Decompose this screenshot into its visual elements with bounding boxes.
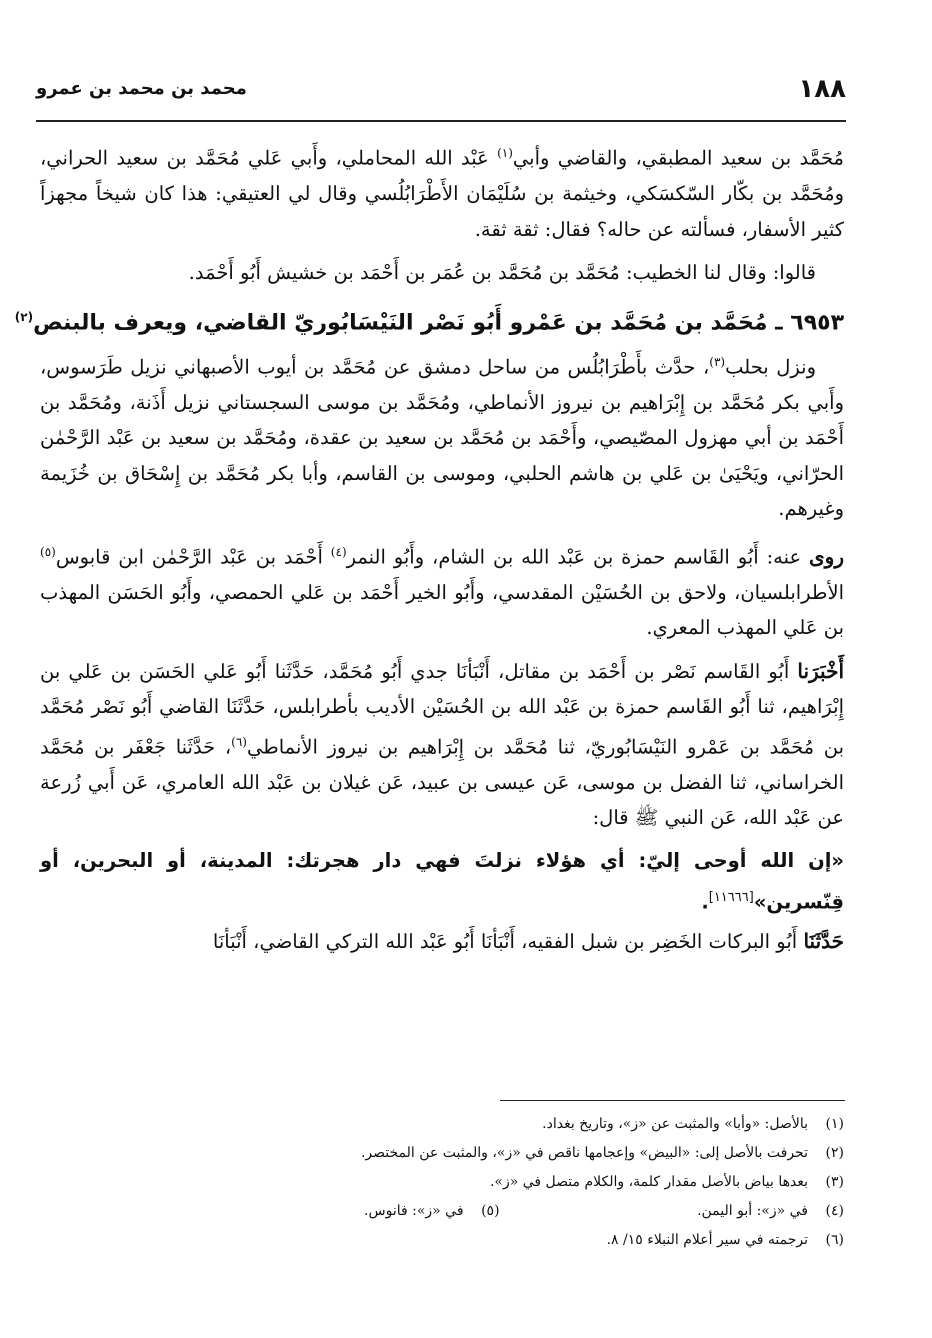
paragraph-4-text-c: الأطرابلسيان، ولاحق بن الحُسَيْن المقدسي، وأَبُو الخير أَحْمَد بن عَلي الحمصي، وأَبُو الحَسَن المهذب بن عَلي المهذب المعري.: [40, 580, 844, 640]
footnote-2-text: تحرفت بالأصل إلى: «البيض» وإعجامها ناقص في «ز»، والمثبت عن المختصر.: [360, 1145, 808, 1161]
keyword-akhbarana: أَخْبَرَنا: [797, 658, 844, 683]
keyword-haddathana: حَدَّثَنَا: [803, 929, 844, 954]
paragraph-4-text-a: عنه: أَبُو القَاسم حمزة بن عَبْد الله بن الشام، وأَبُو النمر: [346, 545, 802, 569]
footnote-ref-2: (٢): [14, 309, 34, 324]
entry-heading-text: ٦٩٥٣ ـ مُحَمَّد بن مُحَمَّد بن عَمْرو أَبُو نَصْر النَيْسَابُوريّ القاضي، ويعرف بالبنص: [33, 309, 844, 335]
paragraph-4-text-b: أَحْمَد بن عَبْد الرَّحْمٰن ابن قابوس: [55, 545, 323, 569]
paragraph-4: [40, 535, 844, 646]
footnote-ref-4: (٤): [330, 544, 347, 559]
paragraph-3: [40, 345, 844, 527]
paragraph-1-rest: عَبْد الله المحاملي، وأَبي عَلي مُحَمَّد بن سعيد الحراني، ومُحَمَّد بن بكّار السّكسَكي، وخيثمة بن سُلَيْمَان الأَطْرَابُلُسي وقال لي العتيقي: هذا كان شيخاً مجهزاً كثير الأسفار، فسألته عن حاله؟ فقال: ثقة ثقة.: [40, 146, 844, 241]
footnote-5-number: (٥): [481, 1203, 500, 1219]
footnote-3-text: بعدها بياض بالأصل مقدار كلمة، والكلام متصل في «ز».: [489, 1174, 808, 1190]
footnote-6-number: (٦): [825, 1232, 844, 1248]
keyword-rawa: روى: [809, 544, 845, 569]
paragraph-1: [40, 136, 844, 247]
hadith-number: [١١٦٦٦]: [708, 889, 754, 905]
paragraph-6-text: أَبُو البركات الخَضِر بن شبل الفقيه، أَنْبَأنَا أَبُو عَبْد الله التركي القاضي، أَنْبَأنَا: [212, 930, 798, 954]
footnote-4-text: في «ز»: أبو اليمن.: [697, 1203, 808, 1219]
hadith-text: «إن الله أوحى إليّ: أي هؤلاء نزلتَ فهي دار هجرتك: المدينة، أو البحرين، أو قِنّسرين»[١١٦٦٦].: [40, 848, 844, 914]
footnote-2-number: (٢): [825, 1145, 844, 1161]
footnote-6-text: ترجمته في سير أعلام النبلاء ١٥/ ٨.: [606, 1232, 808, 1248]
footnote-5: [364, 1197, 500, 1226]
footnote-rule: [500, 1100, 845, 1101]
paragraph-3-start: ونزل بحلب: [725, 355, 816, 379]
footnote-2: [40, 1139, 844, 1168]
footnote-1-text: بالأصل: «وأبا» والمثبت عن «ز»، وتاريخ بغداد.: [542, 1116, 808, 1132]
footnote-ref-5: (٥): [40, 544, 56, 559]
footnote-1: [40, 1110, 844, 1139]
page-body: [14, 136, 845, 960]
footnote-ref-3: (٣): [709, 354, 726, 369]
hadith-body: «إن الله أوحى إليّ: أي هؤلاء نزلتَ فهي دار هجرتك: المدينة، أو البحرين، أو قِنّسرين»: [40, 848, 844, 914]
page-header: [36, 70, 846, 110]
paragraph-5-text-b: ، حَدَّثَنا جَعْفَر بن مُحَمَّد الخراساني، ثنا الفضل بن موسى، عَن عيسى بن عبيد، عَن غيلان بن عَبْد الله العامري، عَن أَبي زُرعة عن عَبْد الله، عَن النبي ﷺ قال:: [40, 735, 844, 830]
footnotes: [40, 1110, 844, 1255]
footnote-ref-1: (١): [497, 146, 513, 160]
running-title: محمد بن محمد بن عمرو: [36, 78, 247, 99]
footnote-5-text: في «ز»: فانوس.: [364, 1203, 464, 1219]
footnote-1-number: (١): [825, 1116, 844, 1132]
paragraph-5: [40, 654, 844, 836]
footnote-6: [40, 1226, 844, 1255]
paragraph-3-text: ، حدَّث بأَطْرَابُلُس من ساحل دمشق عن مُحَمَّد بن أيوب الأصبهاني نزيل طَرَسوس، وأَبي بكر مُحَمَّد بن إِبْرَاهيم بن نيروز الأنماطي، ومُحَمَّد بن موسى السجستاني نزيل أَذَنة، ومُحَمَّد بن أَحْمَد بن أبي مهزول المصّيصي، وأَحْمَد بن مُحَمَّد بن سعيد بن عقدة، ومُحَمَّد بن سعيد بن عَبْد الرَّحْمٰن الحرّاني، ويَحْيَىٰ بن عَلي بن هاشم الحلبي، وموسى بن القاسم، وأبا بكر مُحَمَّد بن إِسْحَاق بن خُزَيمة وغيرهم.: [40, 355, 844, 521]
paragraph-1-text: مُحَمَّد بن سعيد المطبقي، والقاضي وأبي: [512, 146, 844, 170]
footnote-4-5: [40, 1197, 844, 1226]
paragraph-2: قالوا: وقال لنا الخطيب: مُحَمَّد بن مُحَمَّد بن عُمَر بن أَحْمَد بن خشيش أَبُو أَحْمَد.: [188, 261, 816, 284]
footnote-ref-6: (٦): [231, 734, 247, 749]
footnote-4-number: (٤): [825, 1203, 844, 1219]
page-number: ١٨٨: [798, 74, 846, 104]
header-rule: [36, 120, 846, 122]
footnote-3-number: (٣): [825, 1174, 844, 1190]
entry-heading: [14, 295, 844, 345]
paragraph-5-text-a: أَبُو القَاسم نَصْر بن أَحْمَد بن مقاتل، أَنْبَأنَا جدي أَبُو مُحَمَّد، حَدَّثَنا أَبُو عَلي الحَسَن بن عَلي بن إِبْرَاهيم، ثنا أَبُو القَاسم حمزة بن عَبْد الله بن الحُسَيْن الأديب بأطرابلس، حَدَّثَنَا القاضي أَبُو نَصْر مُحَمَّد بن مُحَمَّد بن عَمْرو النَيْسَابُوريّ، ثنا مُحَمَّد بن إِبْرَاهيم بن نيروز الأنماطي: [40, 659, 844, 759]
paragraph-6: [40, 924, 844, 960]
footnote-3: [40, 1168, 844, 1197]
footnote-4: [504, 1197, 844, 1226]
